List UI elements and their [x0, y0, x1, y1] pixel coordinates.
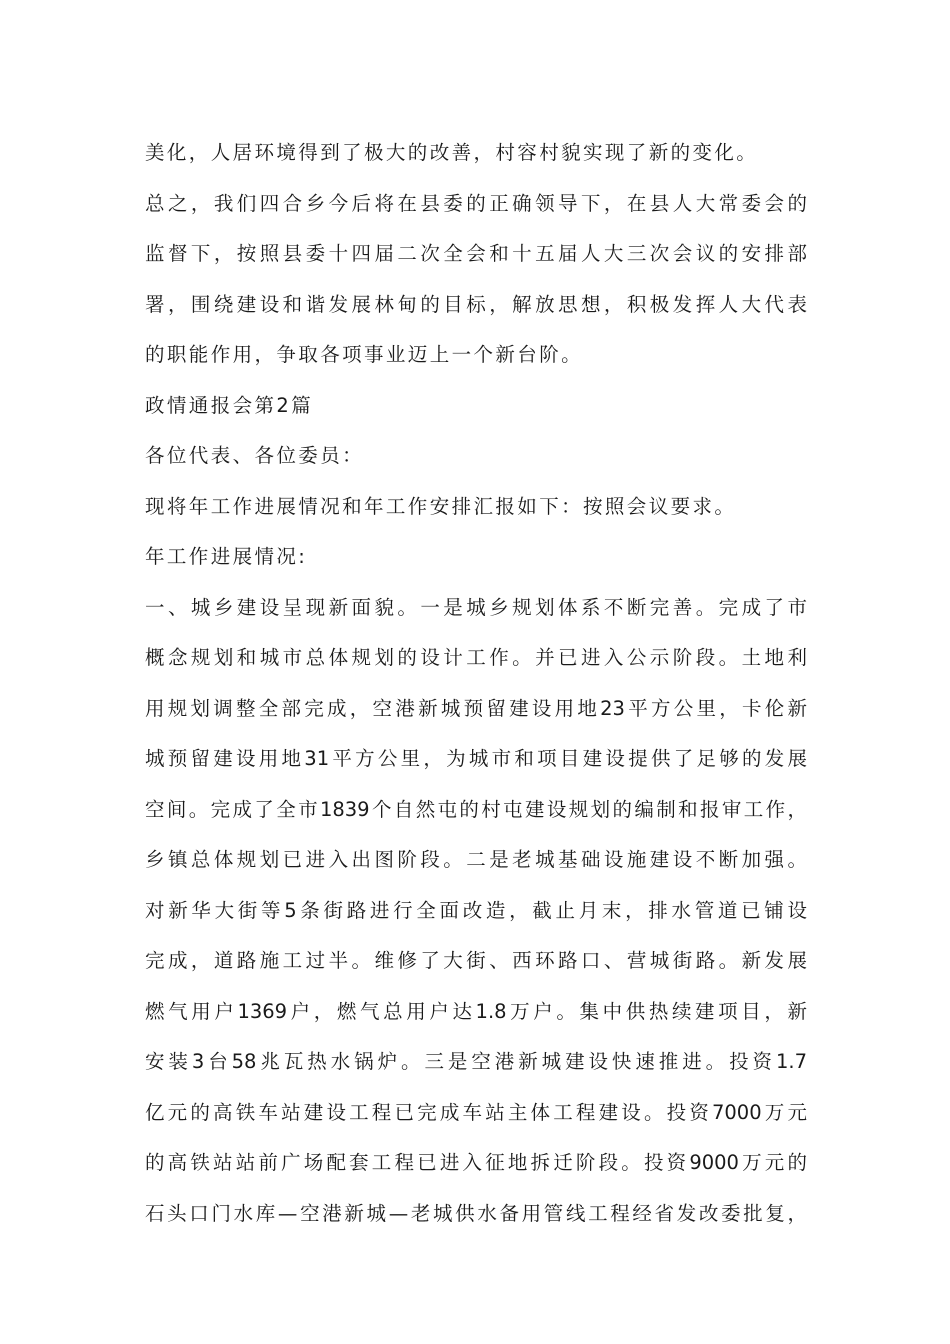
salutation-line: 各位代表、各位委员： [145, 444, 365, 467]
paragraph-line: 总之，我们四合乡今后将在县委的正确领导下，在县人大常委会的 [145, 191, 807, 215]
paragraph-line: 监督下，按照县委十四届二次全会和十五届人大三次会议的安排部 [145, 242, 807, 265]
paragraph-line: 美化，人居环境得到了极大的改善，村容村貌实现了新的变化。 [145, 141, 759, 164]
paragraph-line: 燃气用户1369户，燃气总用户达1.8万户。集中供热续建项目，新 [145, 999, 807, 1023]
paragraph-line: 石头口门水库—空港新城—老城供水备用管线工程经省发改委批复， [145, 1201, 807, 1225]
paragraph-line: 一、城乡建设呈现新面貌。一是城乡规划体系不断完善。完成了市 [145, 595, 807, 619]
paragraph-line: 的职能作用，争取各项事业迈上一个新台阶。 [145, 343, 584, 366]
paragraph-line: 现将年工作进展情况和年工作安排汇报如下：按照会议要求。 [145, 494, 737, 518]
section-title: 政情通报会第2篇 [145, 393, 314, 417]
paragraph-line: 完成，道路施工过半。维修了大街、西环路口、营城街路。新发展 [145, 949, 807, 972]
paragraph-line: 空间。完成了全市1839个自然屯的村屯建设规划的编制和报审工作， [145, 797, 807, 821]
subheading: 年工作进展情况: [145, 545, 308, 568]
paragraph-line: 亿元的高铁车站建设工程已完成车站主体工程建设。投资7000万元 [145, 1100, 807, 1124]
paragraph-line: 用规划调整全部完成，空港新城预留建设用地23平方公里，卡伦新 [145, 696, 807, 720]
paragraph-line: 概念规划和城市总体规划的设计工作。并已进入公示阶段。土地利 [145, 646, 807, 669]
paragraph-line: 的高铁站站前广场配套工程已进入征地拆迁阶段。投资9000万元的 [145, 1151, 807, 1174]
paragraph-line: 署，围绕建设和谐发展林甸的目标，解放思想，积极发挥人大代表 [145, 292, 807, 316]
document-body [145, 128, 815, 1239]
paragraph-line: 对新华大街等5条街路进行全面改造，截止月末，排水管道已铺设 [145, 898, 807, 922]
paragraph-line: 城预留建设用地31平方公里，为城市和项目建设提供了足够的发展 [145, 747, 807, 770]
paragraph-line: 安装3台58兆瓦热水锅炉。三是空港新城建设快速推进。投资1.7 [145, 1050, 807, 1073]
paragraph-line: 乡镇总体规划已进入出图阶段。二是老城基础设施建设不断加强。 [145, 848, 807, 871]
